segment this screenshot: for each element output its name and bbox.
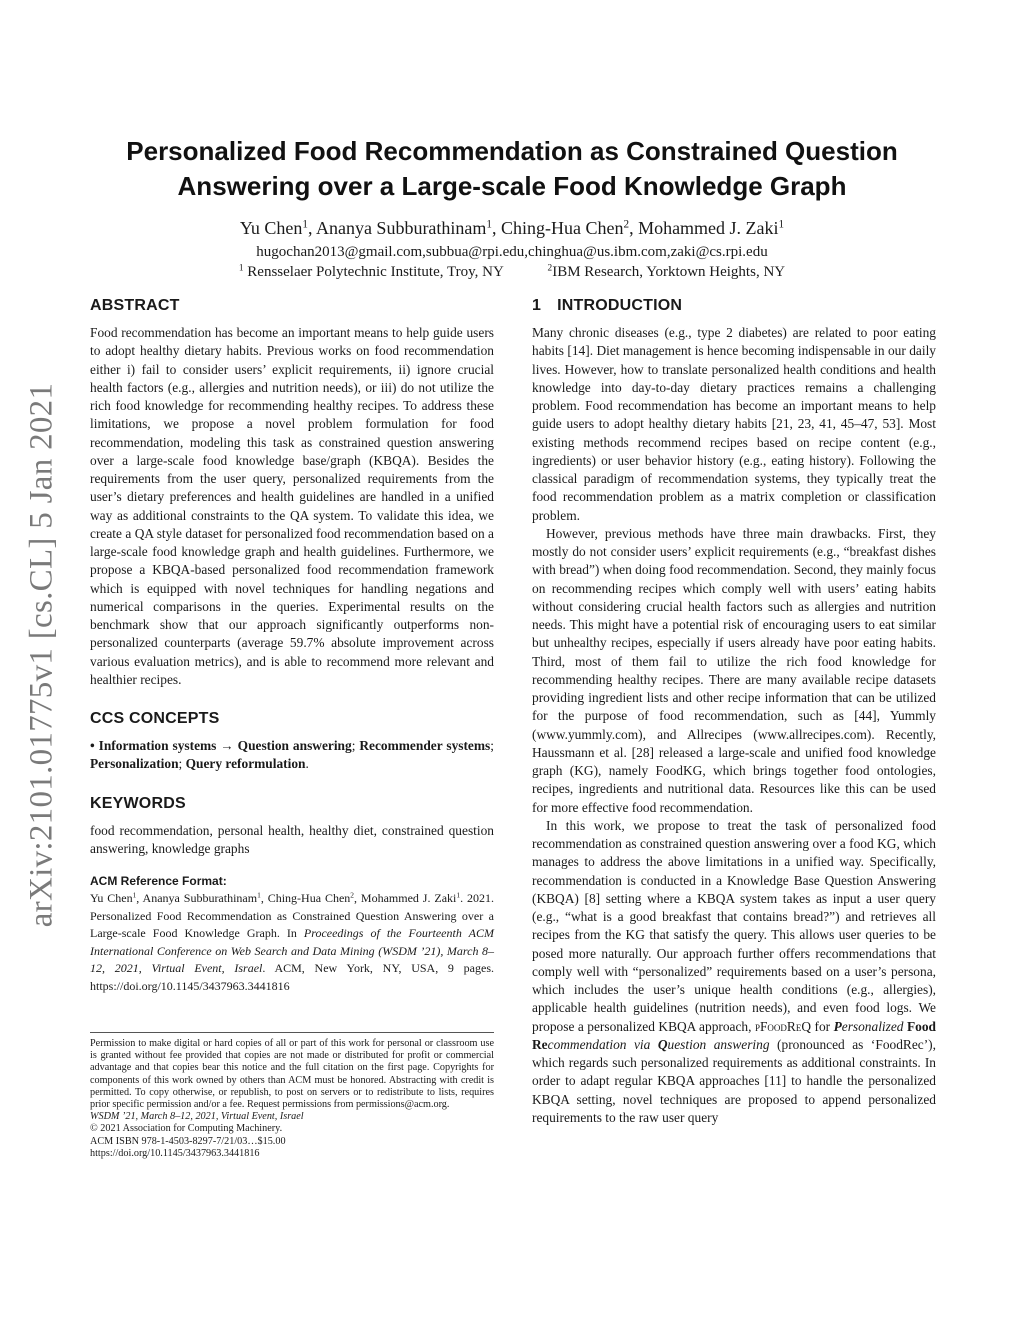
intro-paragraph-1: Many chronic diseases (e.g., type 2 diabetes) are related to poor eating habits [14]. Diet management is hence becoming indispensable in our daily lives. However, how to translate personalized health conditions and health knowledge into day-to-day dietary practices remains a challenging problem. Food recommendation has become an important means to help guide users to adopt healthy dietary habits [21, 23, 41, 45–47, 53]. Most existing methods recommend recipes based on recipe content (e.g., ingredients) or user behavior history (e.g., eating history). Following the classical paradigm of recommendation systems, they typically treat the food recommendation problem as a matrix completion or classification problem. bbox=[532, 325, 936, 523]
author-name: Mohammed J. Zaki bbox=[638, 218, 779, 238]
ref-affiliation-mark: 1 bbox=[257, 890, 261, 900]
affiliation-mark: 1 bbox=[238, 263, 244, 274]
ref-author: Yu Chen bbox=[90, 891, 133, 906]
ccs-separator: ; bbox=[351, 738, 360, 753]
paragraph-text: for bbox=[811, 1018, 834, 1034]
acronym-expansion: ersonalized bbox=[841, 1018, 904, 1034]
ccs-arrow: → bbox=[216, 738, 238, 753]
ref-affiliation-mark: 1 bbox=[132, 890, 137, 900]
keywords-heading: KEYWORDS bbox=[90, 794, 186, 812]
paragraph-text: (pronounced as ‘FoodRec’), which regards such personalized requirements as additional constraints. In order to adapt regular KBQA approaches [11] to handle the personalized KBQA setting, novel techniques are proposed to append personalized requirements to the raw user query bbox=[532, 1036, 936, 1125]
ccs-separator: ; bbox=[490, 738, 494, 753]
title-line-1: Personalized Food Recommendation as Constrained Question bbox=[126, 136, 898, 166]
copyright-line: © 2021 Association for Computing Machinery. bbox=[90, 1123, 283, 1135]
ccs-concepts bbox=[90, 737, 494, 774]
ref-venue: Proceedings of the Fourteenth ACM International Conference on Web Search and Data Mining (WSDM ’21), March 8–12, 2021, Virtual Event, Israel bbox=[90, 926, 494, 976]
section-title: INTRODUCTION bbox=[557, 297, 683, 314]
conference-line bbox=[90, 1111, 494, 1123]
author-name: Ananya Subburathinam bbox=[315, 218, 487, 238]
affiliation-text: Rensselaer Polytechnic Institute, Troy, NY bbox=[243, 264, 504, 280]
author-name: Ching-Hua Chen bbox=[501, 218, 624, 238]
author-affiliation-mark: 1 bbox=[778, 218, 785, 231]
ref-affiliation-mark: 2 bbox=[350, 890, 354, 900]
ccs-term: Query reformulation bbox=[185, 756, 306, 772]
acronym-expansion: uestion answering bbox=[667, 1036, 770, 1052]
affiliation-2 bbox=[548, 264, 786, 280]
keywords-text: food recommendation, personal health, healthy diet, constrained question answering, knowledge graphs bbox=[90, 822, 494, 856]
abstract-text: Food recommendation has become an important means to help guide users to adopt healthy dietary habits. Previous works on food recommendation either i) fail to consider users’ explicit requirements, ii) ignore crucial health factors (e.g., allergies and nutrition needs), or iii) do not utilize the rich food knowledge for recommending healthy recipes. To address these limitations, we propose a novel problem formulation for food recommendation, modeling this task as constrained question answering over a large-scale food knowledge base/graph (KBQA). Besides the requirements from the user query, personalized requirements from the user’s dietary preferences and health guidelines are handled in a unified way as additional constraints to the QA system. To validate this idea, we create a QA style dataset for personalized food recommendation based on a large-scale food knowledge graph and health guidelines. Furthermore, we propose a KBQA-based personalized food recommendation framework which is equipped with novel techniques for handling negations and numerical comparisons in the queries. Experimental results on the benchmark show that our approach significantly outperforms non-personalized counterparts (average 59.7% absolute improvement across various evaluation metrics), and is able to recommend more relevant and healthier recipes. bbox=[90, 325, 494, 687]
section-number: 1 bbox=[532, 297, 542, 314]
permission-notice: Permission to make digital or hard copies of all or part of this work for personal or classroom use is granted without fee provided that copies are not made or distributed for profit or commercial advantage and that copies bear this notice and the full citation on the first page. Copyrights for components of this work owned by others than ACM must be honored. Abstracting with credit is permitted. To copy otherwise, or republish, to post on servers or to redistribute to lists, requires prior specific permission and/or a fee. Request permissions from permissions@acm.org. bbox=[90, 1038, 494, 1111]
isbn-line: ACM ISBN 978-1-4503-8297-7/21/03…$15.00 bbox=[90, 1135, 286, 1147]
ref-affiliation-mark: 1 bbox=[456, 890, 461, 900]
ccs-term: Question answering bbox=[237, 738, 352, 753]
ccs-separator: ; bbox=[178, 756, 186, 772]
title-line-2: Answering over a Large-scale Food Knowledge Graph bbox=[177, 171, 847, 201]
ref-tail: . ACM, New York, NY, USA, 9 pages. https://doi.org/10.1145/3437963.3441816 bbox=[90, 961, 494, 993]
author-name: Yu Chen bbox=[239, 218, 303, 238]
intro-paragraph-2: However, previous methods have three main drawbacks. First, they mostly do not consider users’ explicit requirements (e.g., “breakfast dishes with bread”) when doing food recommendation. Second, they mainly focus on recommending recipes which comply well with users’ eating habits without considering crucial health factors such as allergies and nutrition needs. This might have a potential risk of encouraging users to eat similar but unhealthy recipes, especially if users already have poor eating habits. Third, most of them fail to utilize the rich food knowledge for recommending healthy recipes. There are many available recipe datasets providing ingredient lists and other recipe information that can be utilized for the purpose of food recommendation, such as [44], Yummly (www.yummly.com), and Allrecipes (www.allrecipes.com). Recently, Haussmann et al. [28] released a large-scale and unified food knowledge graph (KG), namely FoodKG, which brings together food ontologies, recipes, ingredients and nutritional data. Resources like this can be used for more effective food recommendation. bbox=[532, 525, 936, 815]
ccs-bullet: • bbox=[90, 738, 95, 753]
ccs-term: Recommender systems bbox=[359, 738, 491, 753]
introduction-heading bbox=[532, 296, 936, 316]
ref-author: , Ananya Subburathinam bbox=[136, 891, 258, 906]
author-affiliation-mark: 2 bbox=[623, 218, 630, 231]
affiliation-1 bbox=[239, 264, 504, 280]
conference-text: WSDM ’21, March 8–12, 2021, Virtual Event, Israel bbox=[90, 1111, 304, 1123]
paper-title bbox=[80, 134, 944, 204]
ccs-term: Information systems bbox=[98, 738, 217, 753]
left-column bbox=[90, 296, 494, 995]
acm-reference-heading: ACM Reference Format: bbox=[90, 874, 227, 888]
arxiv-stamp: arXiv:2101.01775v1 [cs.CL] 5 Jan 2021 bbox=[23, 382, 60, 928]
affiliations bbox=[80, 264, 944, 281]
acronym-letter: Q bbox=[657, 1036, 668, 1052]
affiliation-mark: 2 bbox=[547, 263, 553, 274]
acronym-expansion: commendation via bbox=[547, 1036, 658, 1052]
author-affiliation-mark: 1 bbox=[486, 218, 492, 231]
affiliation-text: IBM Research, Yorktown Heights, NY bbox=[552, 264, 786, 280]
ccs-term: Personalization bbox=[90, 756, 179, 772]
ccs-period: . bbox=[305, 756, 309, 772]
right-column bbox=[532, 296, 936, 1127]
ref-citation: . 2021. Personalized Food Recommendation as Constrained Question Answering over a Large-scale Food Knowledge Graph. In bbox=[90, 891, 494, 941]
author-emails: hugochan2013@gmail.com,subbua@rpi.edu,chinghua@us.ibm.com,zaki@cs.rpi.edu bbox=[256, 244, 768, 260]
author-affiliation-mark: 1 bbox=[302, 218, 308, 231]
method-name: pFoodReQ bbox=[754, 1018, 812, 1034]
author-list: Yu Chen$^1$, Ananya Subburathinam$^1$, Ching-Hua Chen$^2$, Mohammed J. Zaki$^1$ bbox=[239, 218, 785, 238]
acronym-letter: P bbox=[833, 1018, 842, 1034]
ref-author: , Ching-Hua Chen bbox=[260, 891, 351, 906]
copyright-footer bbox=[90, 1032, 494, 1160]
paragraph-text: In this work, we propose to treat the task of personalized food recommendation as constrained question answering over a food KG, which manages to address the above limitations in a unified way. Specifically, recommendation is conducted in a Knowledge Base Question Answering (KBQA) [8] setting where a KBQA system takes as input a user query (e.g., “what is a good breakfast that contains bread?”) and retrieves all recipes from the KG that satisfy the query. This allows user queries to be posed more naturally. Our approach further offers recommendations that comply well with “personalized” requirements based on a user’s persona, which includes the user’s unique health conditions (e.g., allergies), applicable health guidelines (nutrition needs), and even food logs. We propose a personalized KBQA approach, bbox=[532, 817, 936, 1034]
ccs-heading: CCS CONCEPTS bbox=[90, 710, 220, 727]
abstract-heading: ABSTRACT bbox=[90, 297, 180, 314]
doi-link[interactable]: https://doi.org/10.1145/3437963.3441816 bbox=[90, 1147, 260, 1159]
acm-reference-text bbox=[90, 890, 494, 995]
ref-author: , Mohammed J. Zaki bbox=[354, 891, 457, 906]
intro-paragraph-3 bbox=[532, 817, 936, 1127]
acronym-letter: Food Re bbox=[532, 1018, 936, 1052]
